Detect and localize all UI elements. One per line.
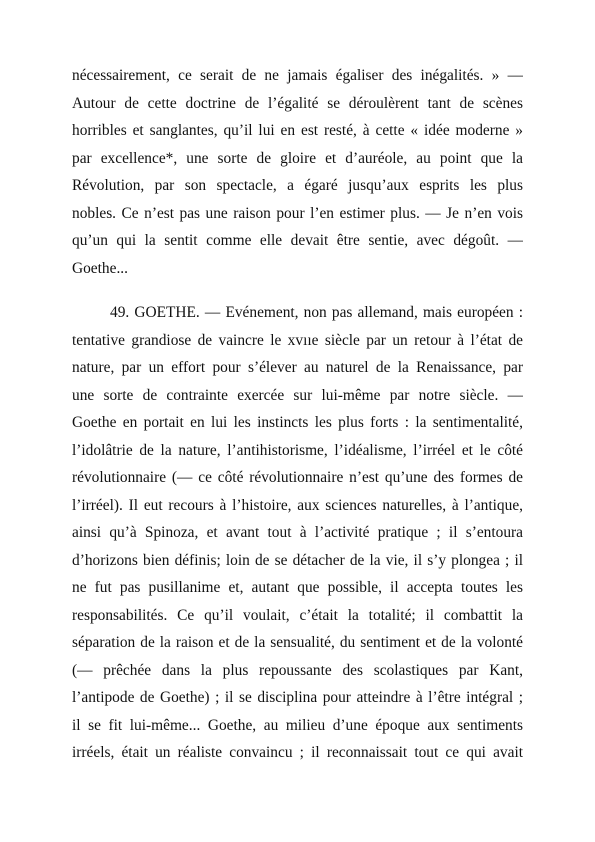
text-line: qu’un qui la sentit comme elle devait être sentie, avec dégoût. — [72,232,523,249]
text-line: Révolution, par son spectacle, a égaré jusqu’aux esprits les plus [72,177,523,194]
paragraph-gap [72,282,523,299]
text-line: nobles. Ce n’est pas une raison pour l’en estimer plus. — Je n’en vois [72,204,523,222]
text-line: il se fit lui-même... Goethe, au milieu d’une époque aux sentiments [72,716,523,734]
text-line: l’idolâtrie de la nature, l’antihistorisme, l’idéalisme, l’irréel et le côté [72,441,523,459]
text-line: nécessairement, ce serait de ne jamais égaliser des inégalités. » — [72,67,523,84]
text-line: responsabilités. Ce qu’il voulait, c’était la totalité; il combattit la [72,606,523,624]
paragraph-goethe [72,299,523,767]
text-line: nature, par un effort pour s’élever au naturel de la Renaissance, par [72,359,523,376]
text-line: révolutionnaire (— ce côté révolutionnaire n’est qu’une des formes de [72,469,523,486]
text-line: une sorte de contrainte exercée sur lui-même par notre siècle. — [72,386,523,404]
text-line: Goethe... [72,259,128,277]
text-line: Goethe en portait en lui les instincts les plus forts : la sentimentalité, [72,414,523,431]
text-line: séparation de la raison et de la sensualité, du sentiment et de la volonté [72,634,523,651]
document-page [72,62,523,767]
text-line: par excellence*, une sorte de gloire et d’auréole, au point que la [72,149,523,167]
text-line: irréels, était un réaliste convaincu ; il reconnaissait tout ce qui avait [72,744,523,761]
paragraph-revolution [72,62,523,282]
text-line: l’irréel). Il eut recours à l’histoire, aux sciences naturelles, à l’antique, [72,496,523,514]
text-line: ainsi qu’à Spinoza, et avant tout à l’activité pratique ; il s’entoura [72,524,523,541]
text-line: l’antipode de Goethe) ; il se disciplina pour atteindre à l’être intégral ; [72,689,523,706]
text-line: d’horizons bien définis; loin de se détacher de la vie, il s’y plongea ; il [72,551,523,569]
text-line: 49. GOETHE. — Evénement, non pas allemand, mais européen : [110,304,523,321]
text-line: ne fut pas pusillanime et, autant que possible, il accepta toutes les [72,579,523,596]
text-line: horribles et sanglantes, qu’il lui en est resté, à cette « idée moderne » [72,122,523,139]
text-line: (— prêchée dans la plus repoussante des scolastiques par Kant, [72,661,523,679]
text-line: Autour de cette doctrine de l’égalité se déroulèrent tant de scènes [72,94,523,112]
text-line: tentative grandiose de vaincre le xvııe siècle par un retour à l’état de [72,331,523,349]
